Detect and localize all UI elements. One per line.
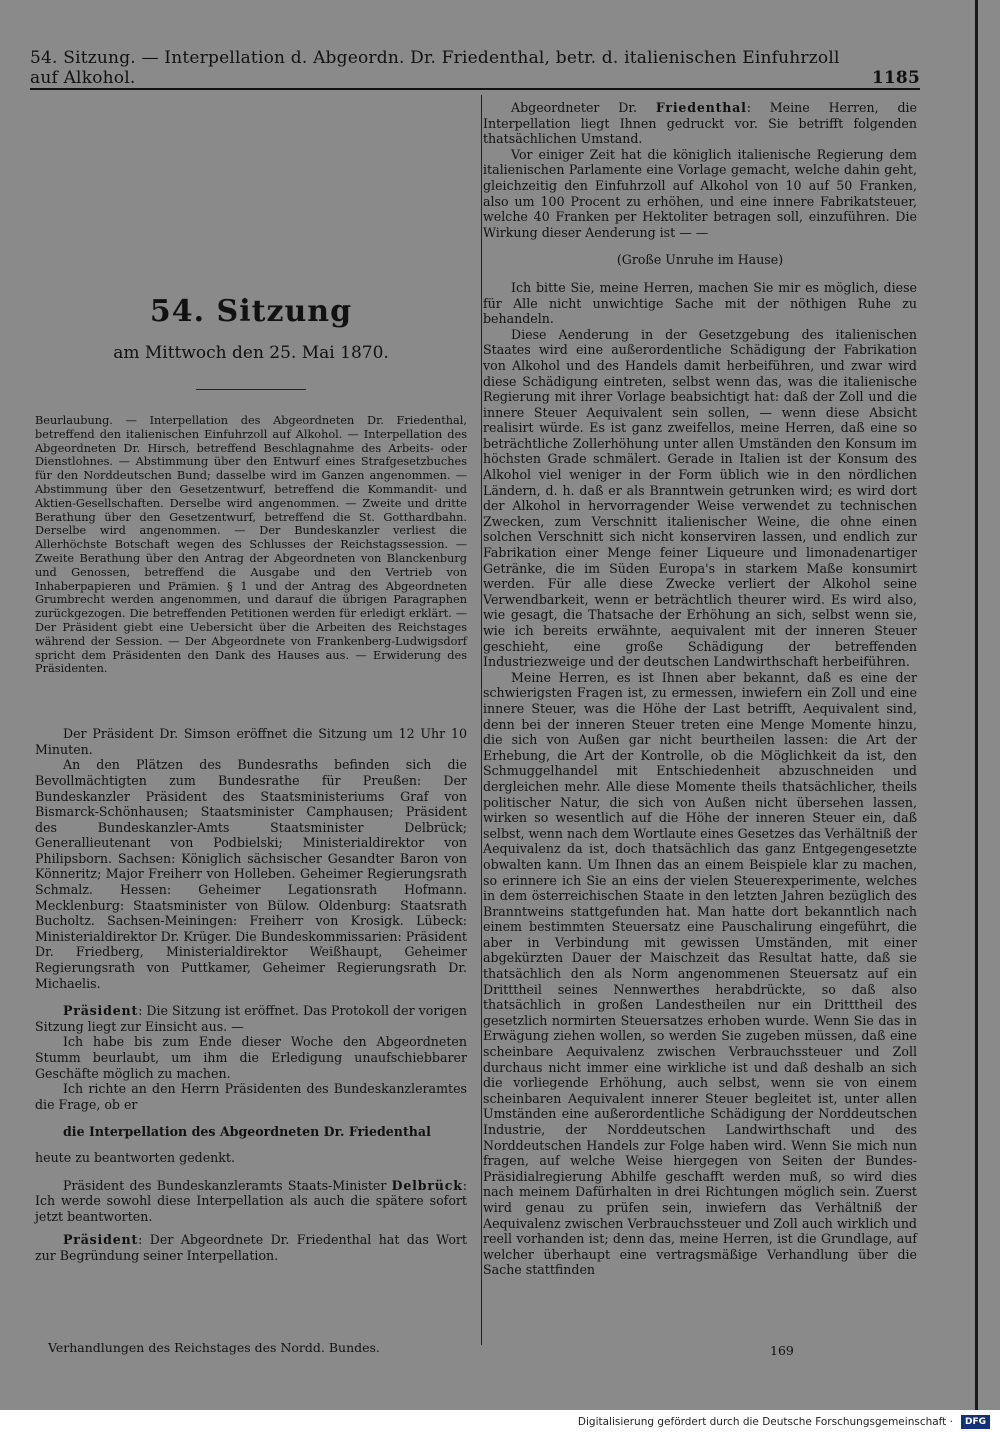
speaker-name: Präsident <box>63 1232 139 1248</box>
delegates-paragraph: An den Plätzen des Bundesraths befinden sich die Bevollmächtigten zum Bundesrathe für Preußen: Der Bundeskanzler Präsident des Staatsministeriums Graf von Bismarck-Schönhausen; Staatsminister Camphausen; Präsident des Bundeskanzler-Amts Staatsminister Delbrück; Generallieutenant von Podbielski; Ministerialdirektor von Philipsborn. Sachsen: Königlich sächsischer Gesandter Baron von Könneritz; Major Freiherr von Holleben. Geheimer Regierungsrath Schmalz. Hessen: Geheimer Legationsrath Hofmann. Mecklenburg: Staatsminister von Bülow. Oldenburg: Staatsrath Bucholtz. Sachsen-Meiningen: Freiherr von Krosigk. Lübeck: Ministerialdirektor Dr. Krüger. Die Bundeskommissarien: Präsident Dr. Friedberg, Ministerialdirektor Weißhaupt, Geheimer Regierungsrath von Puttkamer, Geheimer Regierungsrath Dr. Michaelis. <box>35 757 467 991</box>
body-paragraph: Diese Aenderung in der Gesetzgebung des italienischen Staates wird eine außerordentliche Schädigung der Fabrikation von Alkohol und des Handels damit herbeiführen, und zwar wird diese Schädigung eintreten, selbst wenn das, was die italienische Regierung mit ihrer Vorlage beabsichtigt hat: daß der Zoll und die innere Steuer Aequivalent sein sollen, — wenn diese Absicht realisirt würde. Es ist ganz zweifellos, meine Herren, daß eine so beträchtliche Zollerhöhung unter allen Umständen den Konsum im höchsten Grade schmälert. Gerade in Italien ist der Konsum des Alkohol viel weniger in der Form üblich wie in den nördlichen Ländern, d. h. daß er als Branntwein getrunken wird; es wird dort der Alkohol in hervorragender Weise verwendet zu technischen Zwecken, zum Verschnitt italienischer Weine, die ohne einen solchen Verschnitt sich nicht konserviren lassen, und endlich zur Fabrikation einer Menge feiner Liqueure und limonadenartiger Getränke, die im Süden Europa's in starkem Maße konsumirt werden. Für alle diese Zwecke verliert der Alkohol seine Verwendbarkeit, wenn er beträchtlich theurer wird. Es wird also, wie gesagt, die Thatsache der Erhöhung an sich, selbst wenn sie, wie ich bereits erwähnte, aequivalent mit der inneren Steuer geschieht, eine große Schädigung der betreffenden Industriezweige und der deutschen Landwirthschaft herbeiführen. <box>483 326 917 670</box>
interpellation-quote: die Interpellation des Abgeordneten Dr. Friedenthal <box>63 1124 431 1140</box>
running-header <box>30 48 920 90</box>
publication-footer: Verhandlungen des Reichstages des Nordd. Bundes. <box>48 1340 380 1355</box>
session-title: 54. Sitzung <box>149 294 353 329</box>
leave-paragraph: Ich habe bis zum Ende dieser Woche den Abgeordneten Stumm beurlaubt, um ihm die Erledigung unaufschiebbarer Geschäfte möglich zu machen. <box>35 1034 467 1081</box>
opening-paragraph: Der Präsident Dr. Simson eröffnet die Sitzung um 12 Uhr 10 Minuten. <box>35 726 467 757</box>
session-date: am Mittwoch den 25. Mai 1870. <box>113 343 389 363</box>
digitization-credit-bar <box>0 1412 1000 1432</box>
left-body-text <box>35 726 467 1263</box>
signature-mark: 169 <box>770 1343 794 1358</box>
body-paragraph: Meine Herren, es ist Ihnen aber bekannt, daß es eine der schwierigsten Fragen ist, zu ermessen, inwiefern ein Zoll und eine innere Steuer, was die Höhe der Last betrifft, Aequivalent sind, denn bei der inneren Steuer treten eine Menge Momente hinzu, die sich von Außen gar nicht beurtheilen lassen: die Art der Erhebung, die Art der Kontrolle, ob die Möglichkeit da ist, den Schmuggelhandel mit Entschiedenheit abzuschneiden und dergleichen mehr. Alle diese Momente theils thatsächlicher, theils politischer Natur, die sich von Außen nicht übersehen lassen, wirken so wesentlich auf die Höhe der inneren Steuer ein, daß selbst, wenn nach dem Wortlaute eines Gesetzes das Verhältniß der Aequivalenz da ist, doch thatsächlich das ganz Entgegengesetzte obwalten kann. Um Ihnen das an einem Beispiele klar zu machen, so erinnere ich Sie an eins der vielen Steuerexperimente, welches in dem österreichischen Staate in den letzten Jahren bezüglich des Branntweins stattgefunden hat. Man hatte dort bekanntlich nach einem bestimmten Steuersatz eine Pauschalirung eingeführt, die aber in Verbindung mit gewissen Umständen, mit einer abgekürzten Dauer der Maischzeit das Resultat hatte, daß sie thatsächlich den als Norm angenommenen Steuersatz auf ein Dritttheil seines Nennwerthes herabdrückte, so daß also thatsächlich in großen Landestheilen nur ein Dritttheil des gesetzlich normirten Steuersatzes erhoben wurde. Wenn Sie das in Erwägung ziehen wollen, so werden Sie zugeben müssen, daß eine scheinbare Aequivalenz zwischen Verbrauchssteuer und Zoll durchaus nicht immer eine wirkliche ist und daß deshalb an sich die vorliegende Erhöhung, auch selbst, wenn sie von einem scheinbaren Aequivalent innerer Steuer begleitet ist, unter allen Umständen eine außerordentliche Schädigung der Norddeutschen Industrie, der Norddeutschen Landwirthschaft und des Norddeutschen Handels zur Folge haben wird. Wenn Sie mich nun fragen, auf welche Weise hiergegen von Seiten der Bundes-Präsidialregierung Abhilfe geschafft werden muß, so wird dies nach meinem Dafürhalten in drei Richtungen möglich sein. Zuerst wird genau zu prüfen sein, inwiefern das Verhältniß der Aequivalenz zwischen Verbrauchssteuer und Zoll auch wirklich und reell vorhanden ist; denn das, meine Herren, ist die Grundlage, auf welcher überhaupt eine vertragsmäßige Verhandlung über die Sache stattfinden <box>483 669 917 1278</box>
answer-intent-line: heute zu beantworten gedenkt. <box>35 1149 235 1165</box>
credit-text: Digitalisierung gefördert durch die Deutsche Forschungsgemeinschaft · <box>577 1416 953 1428</box>
speaker-role: Präsident des Bundeskanzleramts Staats-Minister <box>63 1177 392 1193</box>
speaker-name: Präsident <box>63 1003 139 1019</box>
speech-text: : Der Abgeordnete Dr. Friedenthal hat das Wort zur Begründung seiner Interpellation. <box>35 1232 467 1263</box>
dfg-logo: DFG <box>961 1415 990 1429</box>
speaker-role: Abgeordneter Dr. <box>511 100 656 115</box>
speech-text: : Meine Herren, die Interpellation liegt Ihnen gedruckt vor. Sie betrifft folgenden thatsächlichen Umstand. <box>483 100 917 147</box>
right-column <box>483 100 917 1278</box>
left-column <box>35 100 467 1264</box>
speaker-name: Friedenthal <box>655 100 747 115</box>
right-body-text <box>483 100 917 1278</box>
question-paragraph: Ich richte an den Herrn Präsidenten des Bundeskanzleramtes die Frage, ob er <box>35 1081 467 1112</box>
title-rule <box>196 389 306 390</box>
body-paragraph: Vor einiger Zeit hat die königlich italienische Regierung dem italienischen Parlamente eine Vorlage gemacht, welche dahin geht, gleichzeitig den Einfuhrzoll auf Alkohol von 10 auf 50 Franken, also um 100 Procent zu erhöhen, und eine innere Fabrikatsteuer, welche 40 Franken per Hektoliter betragen soll, einzuführen. Die Wirkung dieser Aenderung ist — — <box>483 146 917 240</box>
speech-text: : Die Sitzung ist eröffnet. Das Protokoll der vorigen Sitzung liegt zur Einsicht aus. — <box>35 1003 467 1034</box>
body-paragraph: Ich bitte Sie, meine Herren, machen Sie mir es möglich, diese für Alle nicht unwichtige Sache mit der nöthigen Ruhe zu behandeln. <box>483 279 917 327</box>
delbrueck-paragraph <box>35 1178 467 1225</box>
page-number: 1185 <box>871 68 920 88</box>
column-divider <box>481 95 482 1345</box>
session-summary: Beurlaubung. — Interpellation des Abgeordneten Dr. Friedenthal, betreffend den italienischen Einfuhrzoll auf Alkohol. — Interpellation des Abgeordneten Dr. Hirsch, betreffend Beschlagnahme des Arbeits- oder Dienstlohnes. — Abstimmung über den Entwurf eines Strafgesetzbuches für den Norddeutschen Bund; dasselbe wird im Ganzen angenommen. — Abstimmung über den Gesetzentwurf, betreffend die Kommandit- und Aktien-Gesellschaften. Derselbe wird angenommen. — Zweite und dritte Berathung über den Gesetzentwurf, betreffend die St. Gotthardbahn. Derselbe wird angenommen. — Der Bundeskanzler verliest die Allerhöchste Botschaft wegen des Schlusses der Reichstagssession. — Zweite Berathung über den Antrag der Abgeordneten von Blanckenburg und Genossen, betreffend die Ausgabe und den Vertrieb von Inhaberpapieren und Prämien. § 1 und der Antrag des Abgeordneten Grumbrecht werden angenommen, und darauf die übrigen Paragraphen zurückgezogen. Die betreffenden Petitionen werden für erledigt erklärt. — Der Präsident giebt eine Uebersicht über die Arbeiten des Reichstages während der Session. — Der Abgeordnete von Frankenberg-Ludwigsdorf spricht dem Präsidenten den Dank des Hauses aus. — Erwiderung des Präsidenten. <box>35 414 467 676</box>
interjection: (Große Unruhe im Hause) <box>616 252 784 268</box>
speaker-name: Delbrück <box>391 1177 463 1193</box>
president-opening-paragraph <box>35 1003 467 1034</box>
scan-edge-shadow <box>975 0 978 1410</box>
president-floor-paragraph <box>35 1232 467 1263</box>
speech-text: : Ich werde sowohl diese Interpellation als auch die spätere sofort jetzt beantworten. <box>35 1177 467 1224</box>
running-title: 54. Sitzung. — Interpellation d. Abgeordn. Dr. Friedenthal, betr. d. italienischen Einfuhrzoll auf Alkohol. <box>30 48 840 88</box>
friedenthal-opening-paragraph <box>483 100 917 147</box>
